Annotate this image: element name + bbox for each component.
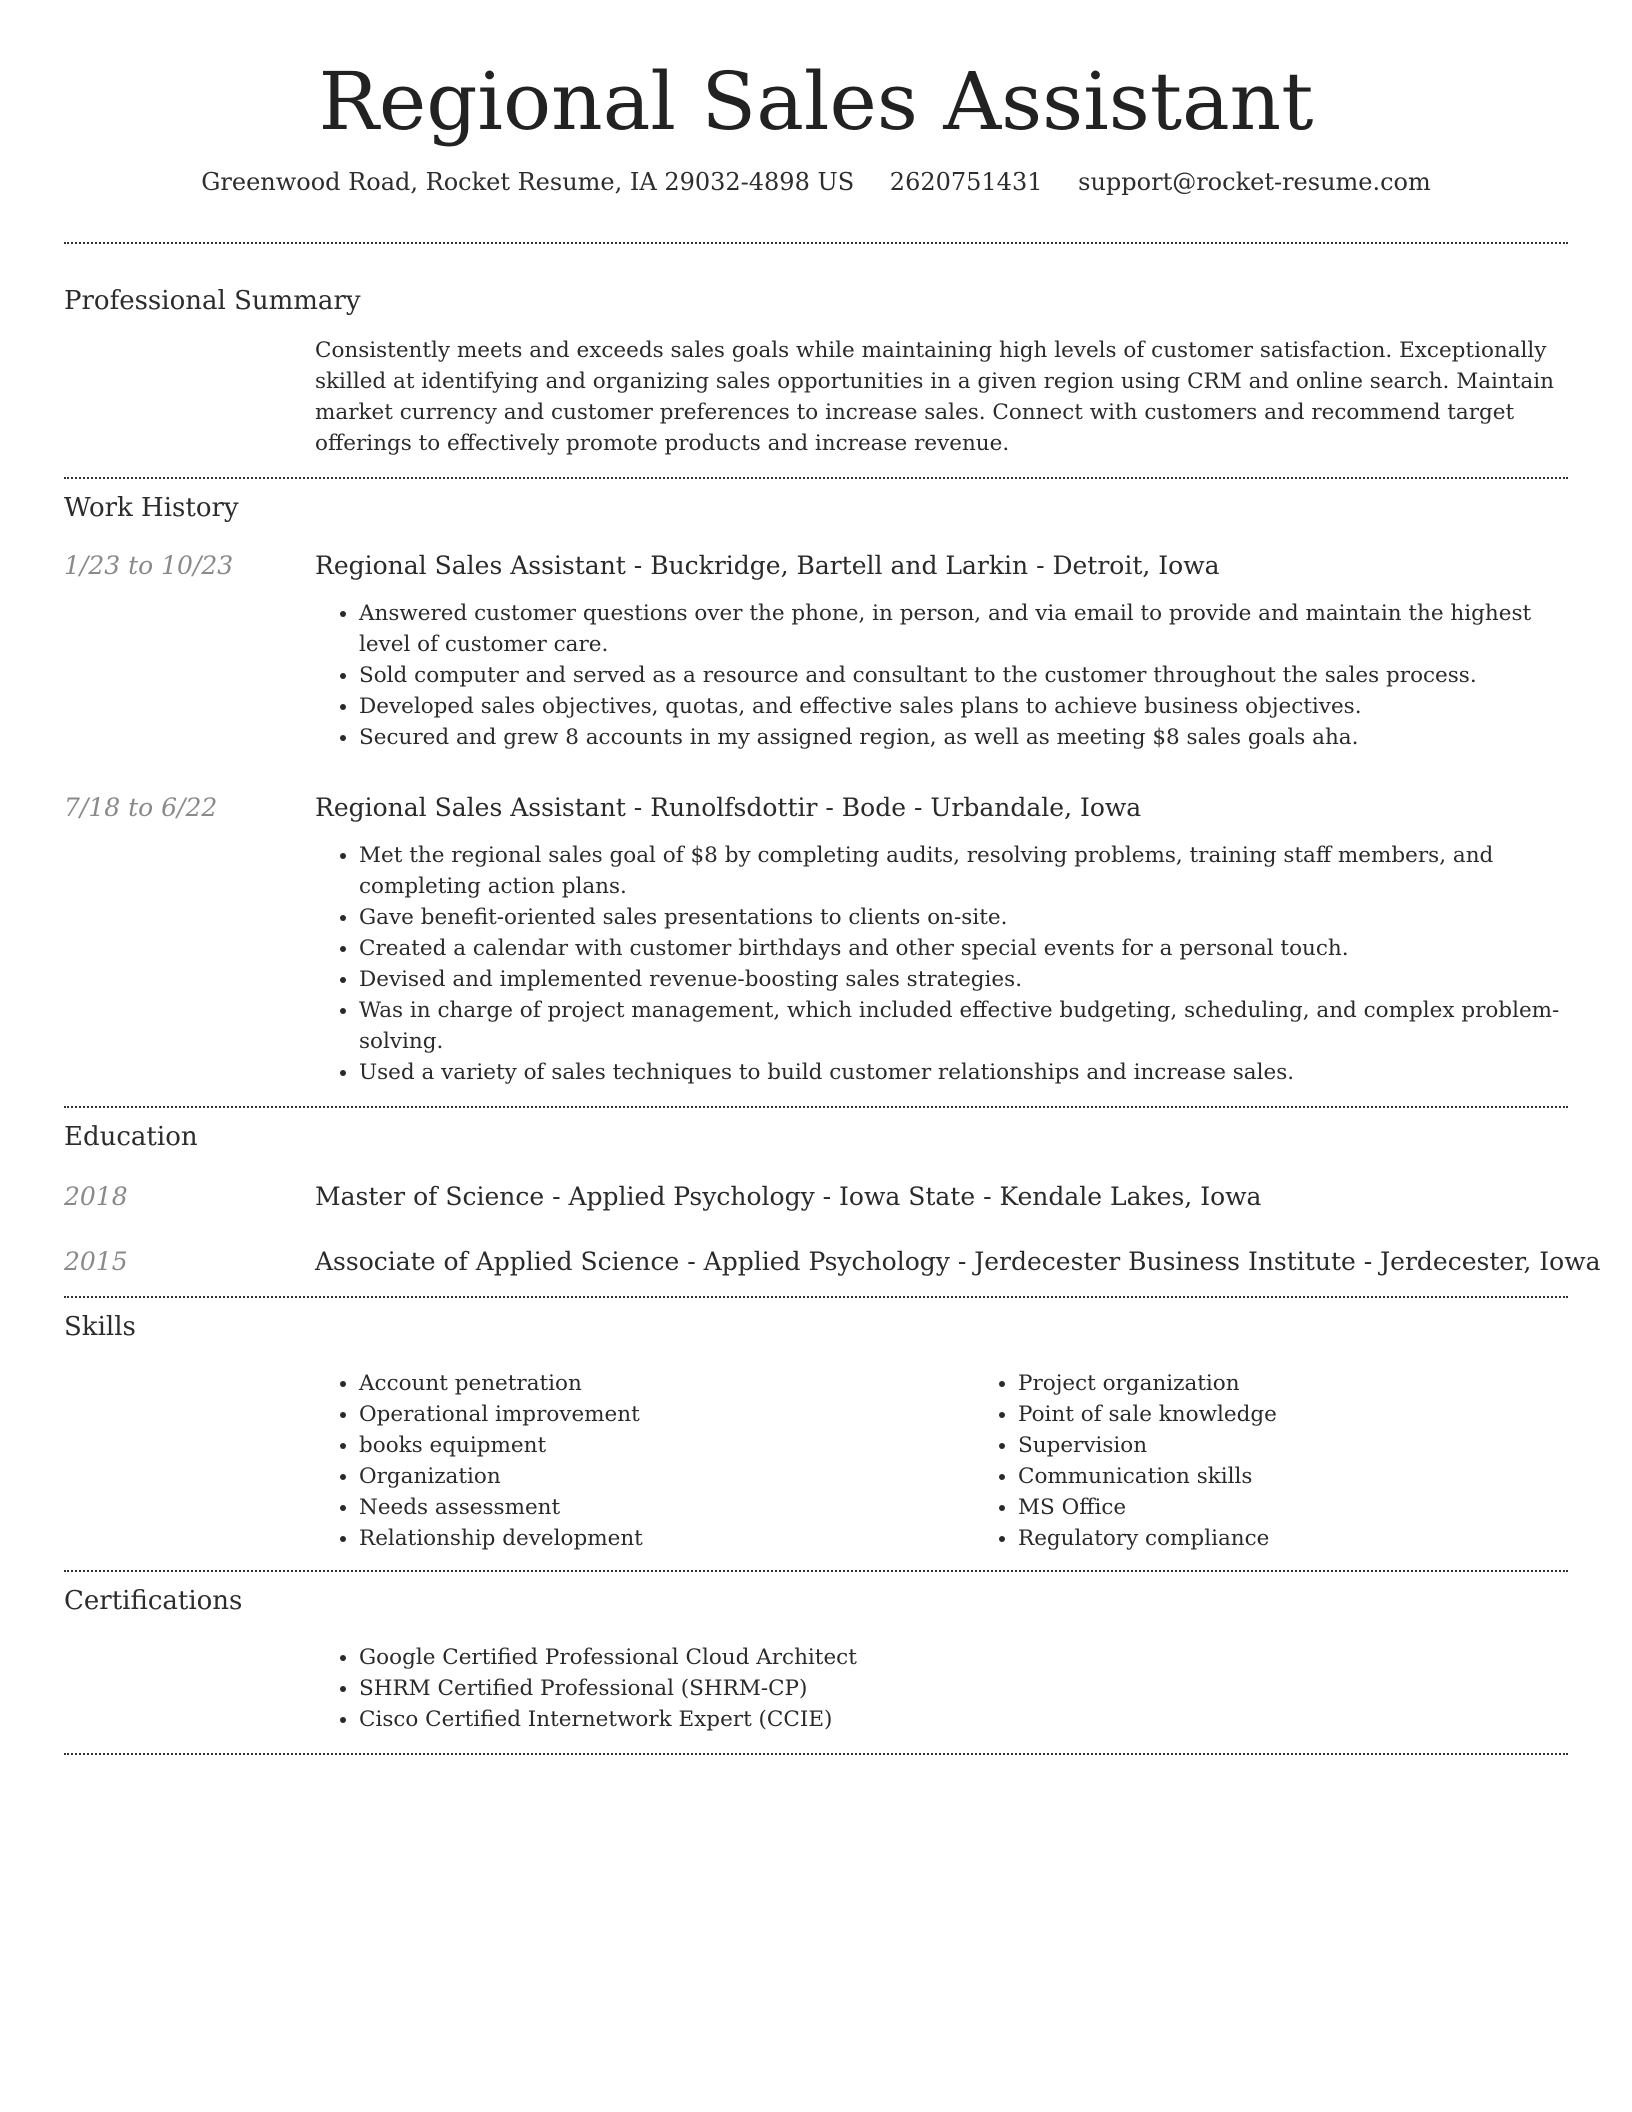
divider bbox=[64, 242, 1568, 244]
job-bullet: • Answered customer questions over the phone, in person, and via email to provide and maintain the highest level of customer care. bbox=[359, 598, 1568, 660]
skill-item: • Needs assessment bbox=[359, 1492, 974, 1523]
divider bbox=[64, 1753, 1568, 1755]
skill-item: • Communication skills bbox=[1018, 1461, 1632, 1492]
job-bullet: • Met the regional sales goal of $8 by completing audits, resolving problems, training staff members, and completing action plans. bbox=[359, 840, 1568, 902]
job-dates: 1/23 to 10/23 bbox=[64, 551, 234, 580]
education-year: 2018 bbox=[64, 1182, 128, 1211]
education-heading: Associate of Applied Science - Applied Psychology - Jerdecester Business Institute - Jerdecester, Iowa bbox=[315, 1247, 1601, 1276]
education-entry bbox=[64, 1247, 1601, 1276]
summary-text: Consistently meets and exceeds sales goals while maintaining high levels of customer satisfaction. Exceptionally skilled at identifying and organizing sales opportunities in a given region using CRM and online search. Maintain market currency and customer preferences to increase sales. Connect with customers and recommend target offerings to effectively promote products and increase revenue. bbox=[315, 338, 1554, 456]
work-history-section bbox=[64, 493, 1568, 1088]
candidate-name: Regional Sales Assistant bbox=[318, 55, 1314, 148]
skill-item: • Supervision bbox=[1018, 1430, 1632, 1461]
divider bbox=[64, 1570, 1568, 1572]
education-heading: Master of Science - Applied Psychology - Iowa State - Kendale Lakes, Iowa bbox=[315, 1182, 1262, 1211]
certifications-list bbox=[315, 1642, 1568, 1735]
contact-address: Greenwood Road, Rocket Resume, IA 29032-4898 US bbox=[201, 168, 855, 196]
summary-title: Professional Summary bbox=[64, 286, 361, 316]
education-year: 2015 bbox=[64, 1247, 128, 1276]
divider bbox=[64, 1106, 1568, 1108]
skill-item: • MS Office bbox=[1018, 1492, 1632, 1523]
skill-item: • Account penetration bbox=[359, 1368, 974, 1399]
skill-item: • books equipment bbox=[359, 1430, 974, 1461]
certifications-section bbox=[64, 1586, 1568, 1735]
summary-section bbox=[64, 286, 1568, 459]
certification-item: • Google Certified Professional Cloud Architect bbox=[359, 1642, 1568, 1673]
contact-line bbox=[64, 168, 1568, 196]
job-bullets bbox=[315, 598, 1568, 753]
skill-item: • Relationship development bbox=[359, 1523, 974, 1554]
job-bullet: • Created a calendar with customer birthdays and other special events for a personal touch. bbox=[359, 933, 1568, 964]
certification-item: • Cisco Certified Internetwork Expert (CCIE) bbox=[359, 1704, 1568, 1735]
job-dates: 7/18 to 6/22 bbox=[64, 793, 218, 822]
education-entry bbox=[64, 1182, 1568, 1211]
job-entry bbox=[64, 793, 1568, 1088]
skill-item: • Organization bbox=[359, 1461, 974, 1492]
job-bullet: • Devised and implemented revenue-boosting sales strategies. bbox=[359, 964, 1568, 995]
job-bullet: • Sold computer and served as a resource and consultant to the customer throughout the sales process. bbox=[359, 660, 1568, 691]
divider bbox=[64, 1296, 1568, 1298]
job-heading: Regional Sales Assistant - Buckridge, Bartell and Larkin - Detroit, Iowa bbox=[315, 551, 1220, 580]
job-bullet: • Secured and grew 8 accounts in my assigned region, as well as meeting $8 sales goals aha. bbox=[359, 722, 1568, 753]
skills-section bbox=[64, 1312, 1568, 1554]
skill-item: • Operational improvement bbox=[359, 1399, 974, 1430]
work-history-title: Work History bbox=[64, 493, 239, 523]
education-section bbox=[64, 1122, 1601, 1276]
skill-item: • Point of sale knowledge bbox=[1018, 1399, 1632, 1430]
certifications-title: Certifications bbox=[64, 1586, 243, 1616]
skills-list-right bbox=[974, 1368, 1632, 1554]
job-bullet: • Developed sales objectives, quotas, and effective sales plans to achieve business objectives. bbox=[359, 691, 1568, 722]
job-heading: Regional Sales Assistant - Runolfsdottir - Bode - Urbandale, Iowa bbox=[315, 793, 1142, 822]
resume-page bbox=[64, 0, 1601, 1755]
contact-email: support@rocket-resume.com bbox=[1078, 168, 1431, 196]
skill-item: • Project organization bbox=[1018, 1368, 1632, 1399]
job-bullet: • Gave benefit-oriented sales presentations to clients on-site. bbox=[359, 902, 1568, 933]
certification-item: • SHRM Certified Professional (SHRM-CP) bbox=[359, 1673, 1568, 1704]
skills-list-left bbox=[315, 1368, 974, 1554]
skills-title: Skills bbox=[64, 1312, 136, 1342]
job-entry bbox=[64, 551, 1568, 753]
job-bullet: • Used a variety of sales techniques to build customer relationships and increase sales. bbox=[359, 1057, 1568, 1088]
education-title: Education bbox=[64, 1122, 198, 1152]
job-bullet: • Was in charge of project management, which included effective budgeting, scheduling, and complex problem-solving. bbox=[359, 995, 1568, 1057]
contact-phone: 2620751431 bbox=[889, 168, 1043, 196]
divider bbox=[64, 477, 1568, 479]
job-bullets bbox=[315, 840, 1568, 1088]
skill-item: • Regulatory compliance bbox=[1018, 1523, 1632, 1554]
